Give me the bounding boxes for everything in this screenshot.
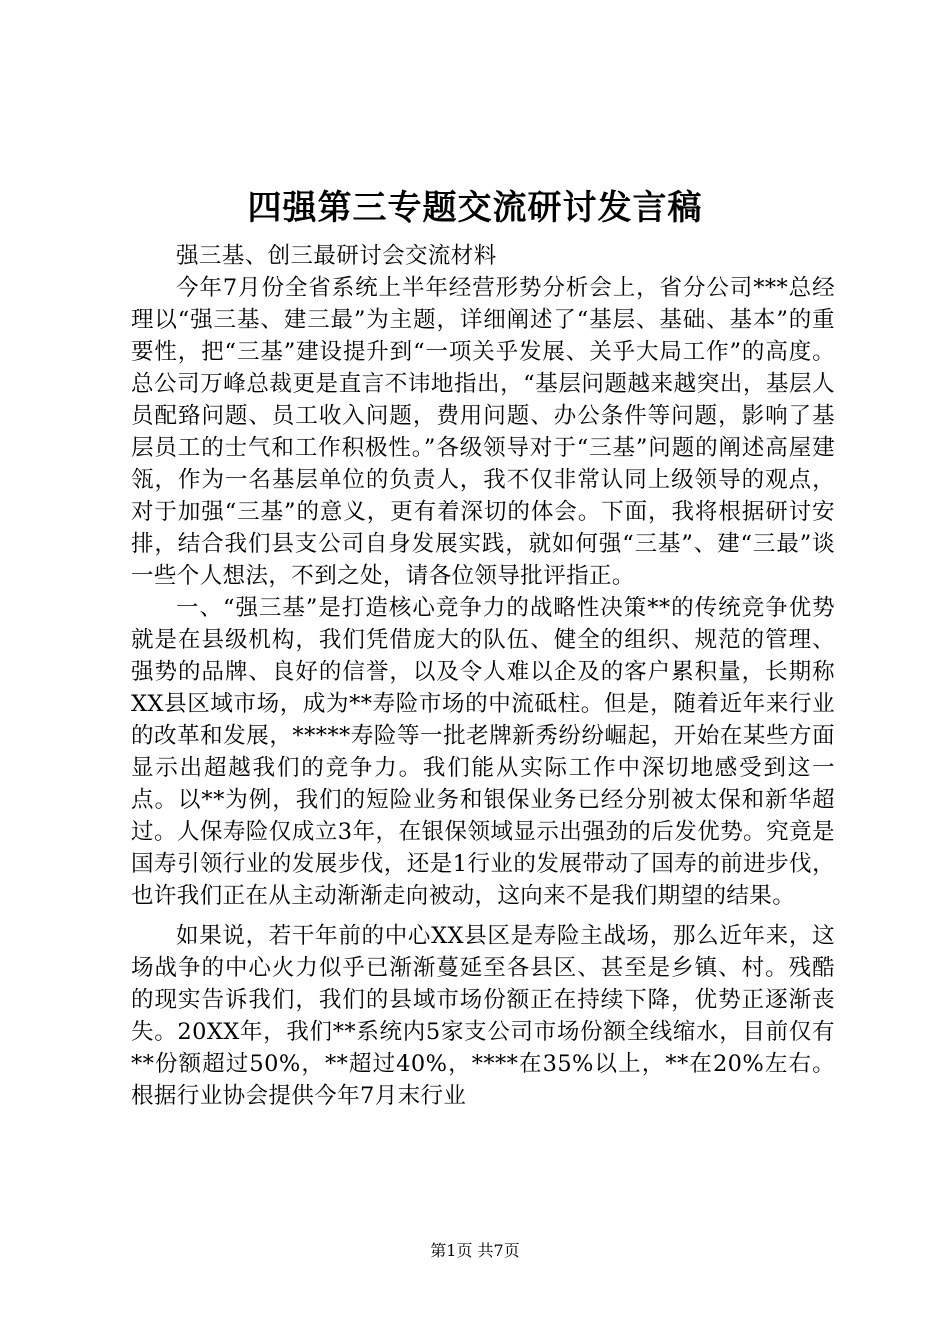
- page-number-footer: 第1页 共7页: [430, 1241, 520, 1260]
- market-share-paragraph: 如果说，若干年前的中心XX县区是寿险主战场，那么近年来，这场战争的中心火力似乎已渐渐蔓延至各县区、甚至是乡镇、村。残酷的现实告诉我们，我们的县域市场份额正在持续下降，优势正逐渐丧失。20XX年，我们**系统内5家支公司市场份额全线缩水，目前仅有**份额超过50%，**超过40%，****在35%以上，**在20%左右。根据行业协会提供今年7月末行业: [131, 923, 835, 1109]
- intro-paragraph: 今年7月份全省系统上半年经营形势分析会上，省分公司***总经理以“强三基、建三最”为主题，详细阐述了“基层、基础、基本”的重要性，把“三基”建设提升到“一项关乎发展、关乎大局工作”的高度。总公司万峰总裁更是直言不讳地指出，“基层问题越来越突出，基层人员配臵问题、员工收入问题，费用问题、办公条件等问题，影响了基层员工的士气和工作积极性。”各级领导对于“三基”问题的阐述高屋建瓴，作为一名基层单位的负责人，我不仅非常认同上级领导的观点，对于加强“三基”的意义，更有着深切的体会。下面，我将根据研讨安排，结合我们县支公司自身发展实践，就如何强“三基”、建“三最”谈一些个人想法，不到之处，请各位领导批评指正。: [131, 275, 835, 589]
- section-one-paragraph: 一、“强三基”是打造核心竞争力的战略性决策**的传统竞争优势就是在县级机构，我们凭借庞大的队伍、健全的组织、规范的管理、强势的品牌、良好的信誉，以及令人难以企及的客户累积量，长期称XX县区域市场，成为**寿险市场的中流砥柱。但是，随着近年来行业的改革和发展，*****寿险等一批老牌新秀纷纷崛起，开始在某些方面显示出超越我们的竞争力。我们能从实际工作中深切地感受到这一点。以**为例，我们的短险业务和银保业务已经分别被太保和新华超过。人保寿险仅成立3年，在银保领域显示出强劲的后发优势。究竟是国寿引领行业的发展步伐，还是1行业的发展带动了国寿的前进步伐，也许我们正在从主动渐渐走向被动，这向来不是我们期望的结果。: [131, 595, 835, 909]
- document-title: 四强第三专题交流研讨发言稿: [247, 188, 703, 228]
- subtitle-paragraph: 强三基、创三最研讨会交流材料: [176, 243, 497, 269]
- document-body: [131, 240, 835, 1112]
